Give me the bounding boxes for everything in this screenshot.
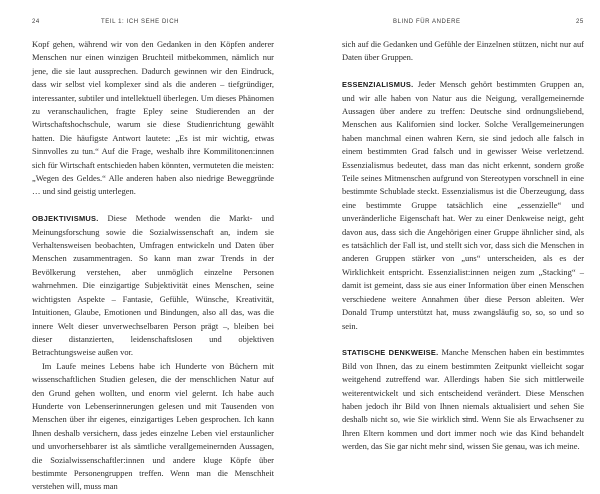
page-number: 24 — [32, 19, 40, 25]
paragraph — [32, 212, 274, 359]
body-text — [32, 38, 274, 494]
paragraph — [342, 346, 584, 453]
section-keyword: STATISCHE DENKWEISE. — [342, 348, 439, 358]
section-end-rule — [462, 418, 474, 419]
body-text — [342, 38, 584, 454]
paragraph-body: Diese Methode wenden die Markt- und Meinungsforschung sowie die Sozialwissenschaft an, indem sie Verhaltensweisen beobachten, Umfragen entwickeln und Daten über Menschen zusammentragen. So kann man zwar Trends in der Bevölkerung verstehen, aber unmöglich einzelne Personen wahrnehmen. Die einzigartige Subjektivität eines Menschen, seine wichtigsten Aspekte – Fantasie, Gefühle, Wünsche, Kreativität, Intuitionen, Glaube, Emotionen und Bindungen, also all das, was die innere Welt dieser unverwechselbaren Person prägt –, bleiben bei dieser distanzierten, leidenschaftslosen und objektiven Betrachtungsweise außen vor. — [32, 213, 274, 358]
left-page — [0, 0, 300, 492]
paragraph-body: Manche Menschen haben ein bestimmtes Bild von Ihnen, das zu einem bestimmten Zeitpunkt vielleicht sogar weitgehend zutreffend war. Allerdings haben Sie sich mittlerweile weiterentwickelt und sich entscheidend verändert. Diese Menschen haben jedoch ihr Bild von Ihnen niemals aktualisiert und sehen Sie deshalb nicht so, wie Sie wirklich sind. Wenn Sie als Erwachsener zu Ihren Eltern kommen und dort immer noch wie das Kind behandelt werden, das Sie gar nicht mehr sind, wissen Sie genau, was ich meine. — [342, 347, 584, 452]
paragraph: Im Laufe meines Lebens habe ich Hunderte von Büchern mit wissenschaftlichen Studien gelesen, die der menschlichen Natur auf den Grund gehen wollten, und enorm viel gelernt. Ich habe auch Hunderte von Lebenserinnerungen gelesen und mit Tausenden von Menschen über ihr eigenes, einzigartiges Leben gesprochen. Ich kann Ihnen deshalb versichern, dass jedes einzelne Leben viel erstaunlicher und unvorhersehbarer ist als sämtliche verallgemeinernden Aussagen, die Sozialwissenschaftler:innen und andere kluge Köpfe über bestimmte Personengruppen treffen. Wenn man die Menschheit verstehen will, muss man — [32, 360, 274, 492]
section-keyword: OBJEKTIVISMUS. — [32, 214, 99, 224]
page-number: 25 — [576, 19, 584, 25]
right-page — [300, 0, 600, 452]
paragraph: sich auf die Gedanken und Gefühle der Einzelnen stützen, nicht nur auf Daten über Gruppen. — [342, 39, 584, 63]
running-head: BLIND FÜR ANDERE — [393, 19, 461, 25]
running-head: TEIL 1: ICH SEHE DICH — [101, 19, 180, 25]
section-keyword: ESSENZIALISMUS. — [342, 80, 414, 90]
paragraph — [342, 78, 584, 333]
paragraph-body: Jeder Mensch gehört bestimmten Gruppen an, und wir alle haben von Natur aus die Neigung, verallgemeinernde Aussagen über andere zu treffen: Deutsche sind ordnungsliebend, Menschen aus Kalifornien sind locker. Solche Verallgemeinerungen haben manchmal einen wahren Kern, sie sind jedoch alle falsch in einem bestimmten Grad falsch und in gewisser Weise verletzend. Essenzialismus bedeutet, dass man das nicht erkennt, sondern große Teile seines Mitmenschen aufgrund von Stereotypen vorschnell in eine bestimmte Schublade steckt. Essenzialismus ist die Überzeugung, dass eine bestimmte Gruppe tatsächlich eine „essenzielle“ und unveränderliche Eigenschaft hat. Wer zu einer Denkweise neigt, geht davon aus, dass sich die Angehörigen einer Gruppe ähnlicher sind, als es tatsächlich der Fall ist, und stellt sich vor, dass sich die Menschen in anderen Gruppen stärker von „uns“ unterscheiden, als es der Wirklichkeit entspricht. Essenzialist:innen neigen zum „Stacking“ – damit ist gemeint, dass sie aus einer Information über einen Menschen verschiedene weitere Annahmen über diese Person ableiten. Wer Donald Trump unterstützt hat, muss zwangsläufig so, so, so und so sein. — [342, 79, 584, 331]
paragraph: Kopf gehen, während wir von den Gedanken in den Köpfen anderer Menschen nur einen winzigen Bruchteil mitbekommen, nämlich nur jene, die sie laut aussprechen. Dadurch gewinnen wir den Eindruck, dass wir selbst viel komplexer sind als die anderen – tiefgründiger, interessanter, subtiler und intellektuell überlegen. Um dieses Phänomen zu veranschaulichen, fragte Epley seine Studierenden an der Wirtschaftshochschule, warum sie diese Studienrichtung gewählt hatten. Die häufigste Antwort lautete: „Es ist mir wichtig, etwas Sinnvolles zu tun.“ Auf die Frage, weshalb ihre Kommilitonen:innen sich für Wirtschaft entschieden haben könnten, vermuteten die meisten: „Wegen des Geldes.“ Alle anderen haben also niedrige Beweggründe … und sind geistig unterlegen. — [32, 39, 274, 197]
